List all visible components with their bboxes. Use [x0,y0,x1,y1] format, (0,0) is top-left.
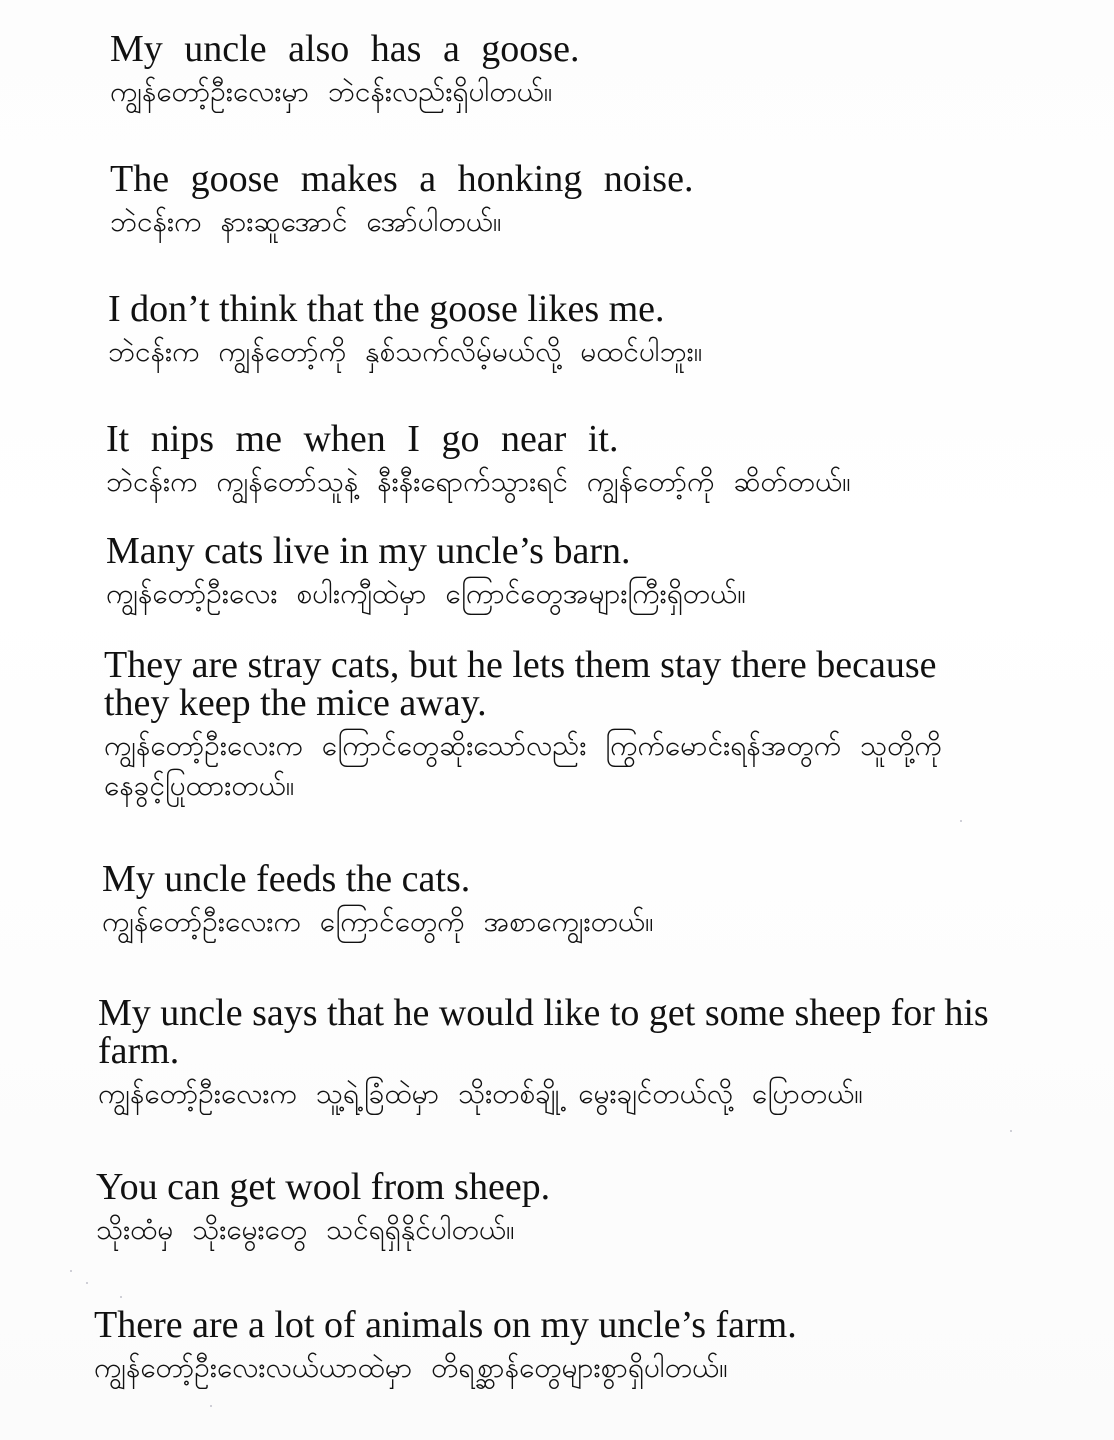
burmese-translation: ဘဲငန်းက နားဆူအောင် အော်ပါတယ်။ [110,205,502,238]
burmese-translation: ဘဲငန်းက ကျွန်တော်သူနဲ့ နီးနီးရောက်သွားရင် ကျွန်တော့်ကို ဆိတ်တယ်။ [106,465,851,498]
burmese-translation: သိုးထံမှ သိုးမွေးတွေ သင်ရရှိနိုင်ပါတယ်။ [96,1213,515,1246]
english-sentence: I don’t think that the goose likes me. [108,288,665,330]
english-sentence: My uncle says that he would like to get some sheep for his farm. [98,992,989,1072]
burmese-translation: ကျွန်တော့်ဦးလေးမှာ ဘဲငန်းလည်းရှိပါတယ်။ [110,75,553,108]
english-sentence: They are stray cats, but he lets them stay there because they keep the mice away. [104,644,937,724]
paper-speck [1010,1130,1012,1132]
english-sentence: Many cats live in my uncle’s barn. [106,530,631,572]
english-sentence: There are a lot of animals on my uncle’s farm. [94,1304,797,1346]
burmese-translation: ကျွန်တော့်ဦးလေးလယ်ယာထဲမှာ တိရစ္ဆာန်တွေများစွာရှိပါတယ်။ [94,1351,728,1384]
sentence-pair [110,30,1010,112]
english-sentence: The goose makes a honking noise. [110,158,694,200]
english-sentence: My uncle also has a goose. [110,28,580,70]
sentence-pair [106,532,1006,614]
paper-speck [960,820,962,822]
paper-speck [86,1282,88,1284]
english-sentence: My uncle feeds the cats. [102,858,471,900]
paper-speck [70,1270,72,1272]
paper-speck [210,1405,212,1407]
sentence-pair [106,420,1006,502]
sentence-pair [102,860,1002,942]
burmese-translation: ဘဲငန်းက ကျွန်တော့်ကို နှစ်သက်လိမ့်မယ်လို့ မထင်ပါဘူး။ [108,335,703,368]
sentence-pair [96,1168,996,1250]
sentence-pair [98,994,993,1114]
english-sentence: You can get wool from sheep. [96,1166,551,1208]
english-sentence: It nips me when I go near it. [106,418,619,460]
sentence-pair [110,160,1010,242]
paper-speck [120,1296,122,1298]
sentence-pair [104,646,989,806]
burmese-translation: ကျွန်တော့်ဦးလေးက သူ့ရဲ့ခြံထဲမှာ သိုးတစ်ချို့ မွေးချင်တယ်လို့ ပြောတယ်။ [98,1077,863,1110]
burmese-translation: ကျွန်တော့်ဦးလေး စပါးကျီထဲမှာ ကြောင်တွေအများကြီးရှိတယ်။ [106,577,746,610]
burmese-translation: ကျွန်တော့်ဦးလေးက ကြောင်တွေကို အစာကျွေးတယ်။ [102,905,654,938]
burmese-translation: ကျွန်တော့်ဦးလေးက ကြောင်တွေဆိုးသော်လည်း ကြွက်မောင်းရန်အတွက် သူတို့ကို နေခွင့်ပြုထားတယ်။ [104,729,942,802]
sentence-pair [94,1306,994,1388]
sentence-pair [108,290,1008,372]
